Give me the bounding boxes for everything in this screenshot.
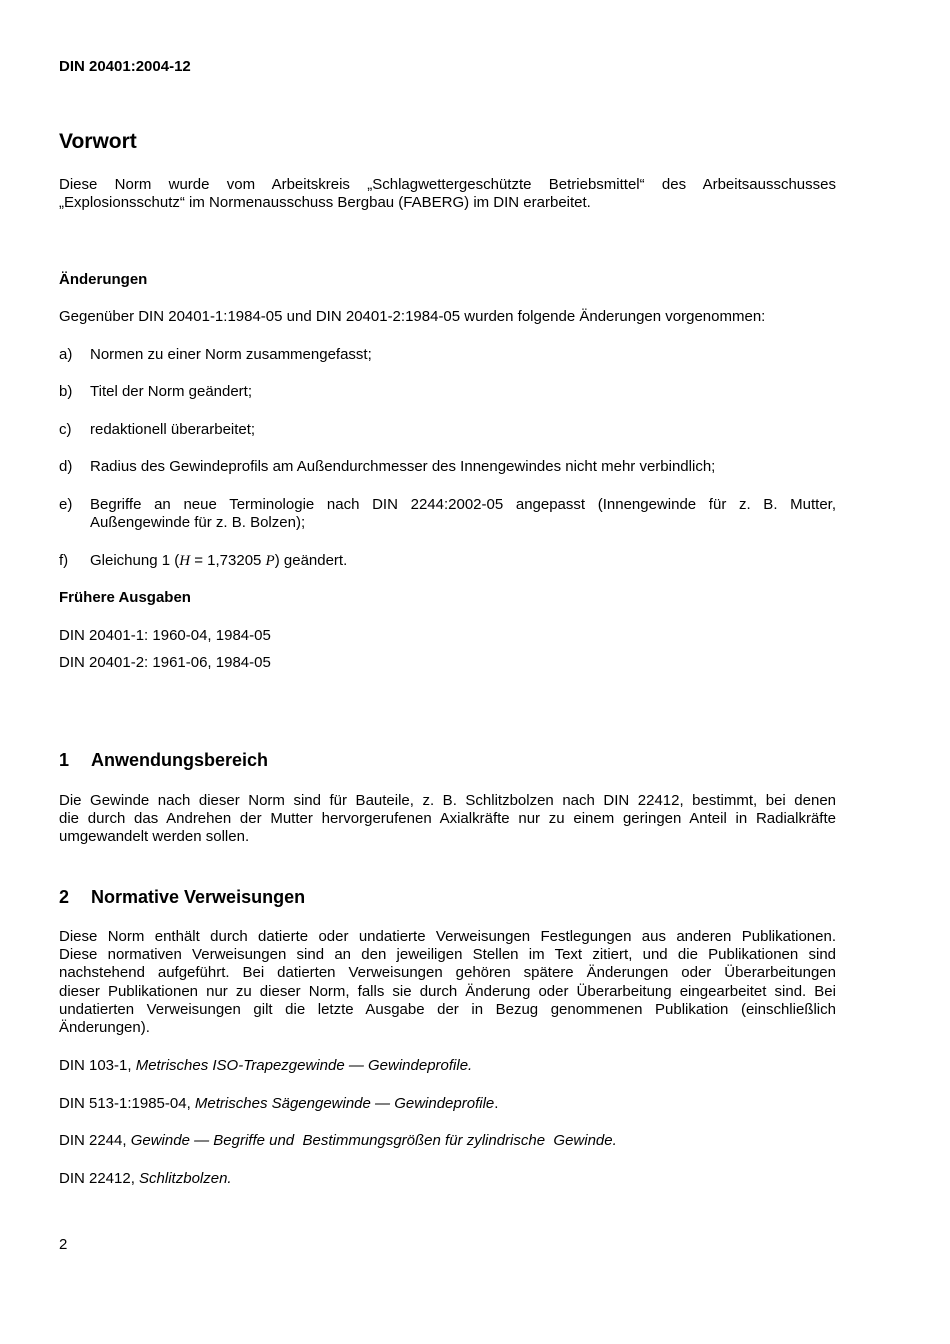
reference-end: .: [494, 1095, 499, 1112]
list-text: redaktionell überarbeitet;: [90, 421, 256, 438]
list-letter: d): [59, 458, 73, 475]
list-letter: e): [59, 496, 73, 513]
section-title: Normative Verweisungen: [91, 887, 306, 907]
list-letter: c): [59, 421, 72, 438]
reference-entry: [59, 1132, 617, 1149]
page-number: 2: [59, 1236, 68, 1253]
reference-entry: [59, 1057, 472, 1074]
reference-title: Metrisches ISO-Trapezgewinde — Gewindeprofile.: [135, 1057, 473, 1074]
equation-prefix: Gleichung 1 (: [90, 552, 180, 569]
foreword-paragraph-line: Diese Norm wurde vom Arbeitskreis „Schlagwettergeschützte Betriebsmittel“ des Arbeitsausschusses: [59, 176, 836, 193]
section-2-line: Änderungen).: [59, 1019, 150, 1036]
changes-heading: Änderungen: [59, 271, 148, 288]
reference-title: Gewinde — Begriffe und Bestimmungsgrößen für zylindrische Gewinde.: [130, 1132, 617, 1149]
section-1-line: die durch das Andrehen der Mutter hervorgerufenen Axialkräfte nur zu einem geringen Anteil in Radialkräfte: [59, 810, 836, 827]
section-1-line: umgewandelt werden sollen.: [59, 828, 250, 845]
equation-suffix: ) geändert.: [274, 552, 348, 569]
section-number: 1: [59, 750, 70, 770]
document-page: [59, 0, 836, 1344]
list-letter: a): [59, 346, 73, 363]
list-text-line: Begriffe an neue Terminologie nach DIN 2244:2002-05 angepasst (Innengewinde für z. B. Mutter,: [90, 496, 836, 513]
section-1-heading: [59, 750, 836, 774]
reference-entry: [59, 1170, 232, 1187]
list-text-line: Außengewinde für z. B. Bolzen);: [90, 514, 306, 531]
list-text: [90, 552, 836, 570]
section-number: 2: [59, 887, 70, 907]
section-title: Anwendungsbereich: [91, 750, 269, 770]
list-text: Normen zu einer Norm zusammengefasst;: [90, 346, 372, 363]
equation-middle: = 1,73205: [190, 552, 266, 569]
section-2-line: dieser Publikationen nur zu dieser Norm, falls sie durch Änderung oder Überarbeitung eingearbeitet sind. Bei: [59, 983, 836, 1000]
list-letter: b): [59, 383, 73, 400]
reference-title: Schlitzbolzen.: [139, 1170, 232, 1187]
foreword-heading: Vorwort: [59, 130, 137, 153]
list-letter: f): [59, 552, 69, 569]
section-2-line: nachstehend aufgeführt. Bei datierten Verweisungen gehören spätere Änderungen oder Überarbeitungen: [59, 964, 836, 981]
variable-p: P: [265, 553, 275, 569]
reference-code: DIN 513-1:1985-04,: [59, 1095, 195, 1112]
reference-entry: [59, 1095, 498, 1112]
section-2-line: undatierten Verweisungen gilt die letzte Ausgabe der in Bezug genommenen Publikation (einschließlich: [59, 1001, 836, 1018]
previous-editions-heading: Frühere Ausgaben: [59, 589, 191, 606]
changes-intro: Gegenüber DIN 20401-1:1984-05 und DIN 20401-2:1984-05 wurden folgende Änderungen vorgenommen:: [59, 308, 766, 325]
section-2-heading: [59, 887, 836, 911]
previous-edition-line: DIN 20401-1: 1960-04, 1984-05: [59, 627, 271, 644]
reference-code: DIN 22412,: [59, 1170, 140, 1187]
foreword-paragraph-line: „Explosionsschutz“ im Normenausschuss Bergbau (FABERG) im DIN erarbeitet.: [59, 194, 591, 211]
section-1-line: Die Gewinde nach dieser Norm sind für Bauteile, z. B. Schlitzbolzen nach DIN 22412, bestimmt, bei denen: [59, 792, 836, 809]
document-id: DIN 20401:2004-12: [59, 58, 191, 75]
reference-title: Metrisches Sägengewinde — Gewindeprofile: [194, 1095, 495, 1112]
previous-edition-line: DIN 20401-2: 1961-06, 1984-05: [59, 654, 271, 671]
list-text: Titel der Norm geändert;: [90, 383, 253, 400]
list-text: Radius des Gewindeprofils am Außendurchmesser des Innengewindes nicht mehr verbindlich;: [90, 458, 716, 475]
reference-code: DIN 2244,: [59, 1132, 131, 1149]
variable-h: H: [179, 553, 191, 569]
reference-code: DIN 103-1,: [59, 1057, 136, 1074]
section-2-line: Diese normativen Verweisungen sind an den jeweiligen Stellen im Text zitiert, und die Publikationen sind: [59, 946, 836, 963]
section-2-line: Diese Norm enthält durch datierte oder undatierte Verweisungen Festlegungen aus anderen Publikationen.: [59, 928, 836, 945]
